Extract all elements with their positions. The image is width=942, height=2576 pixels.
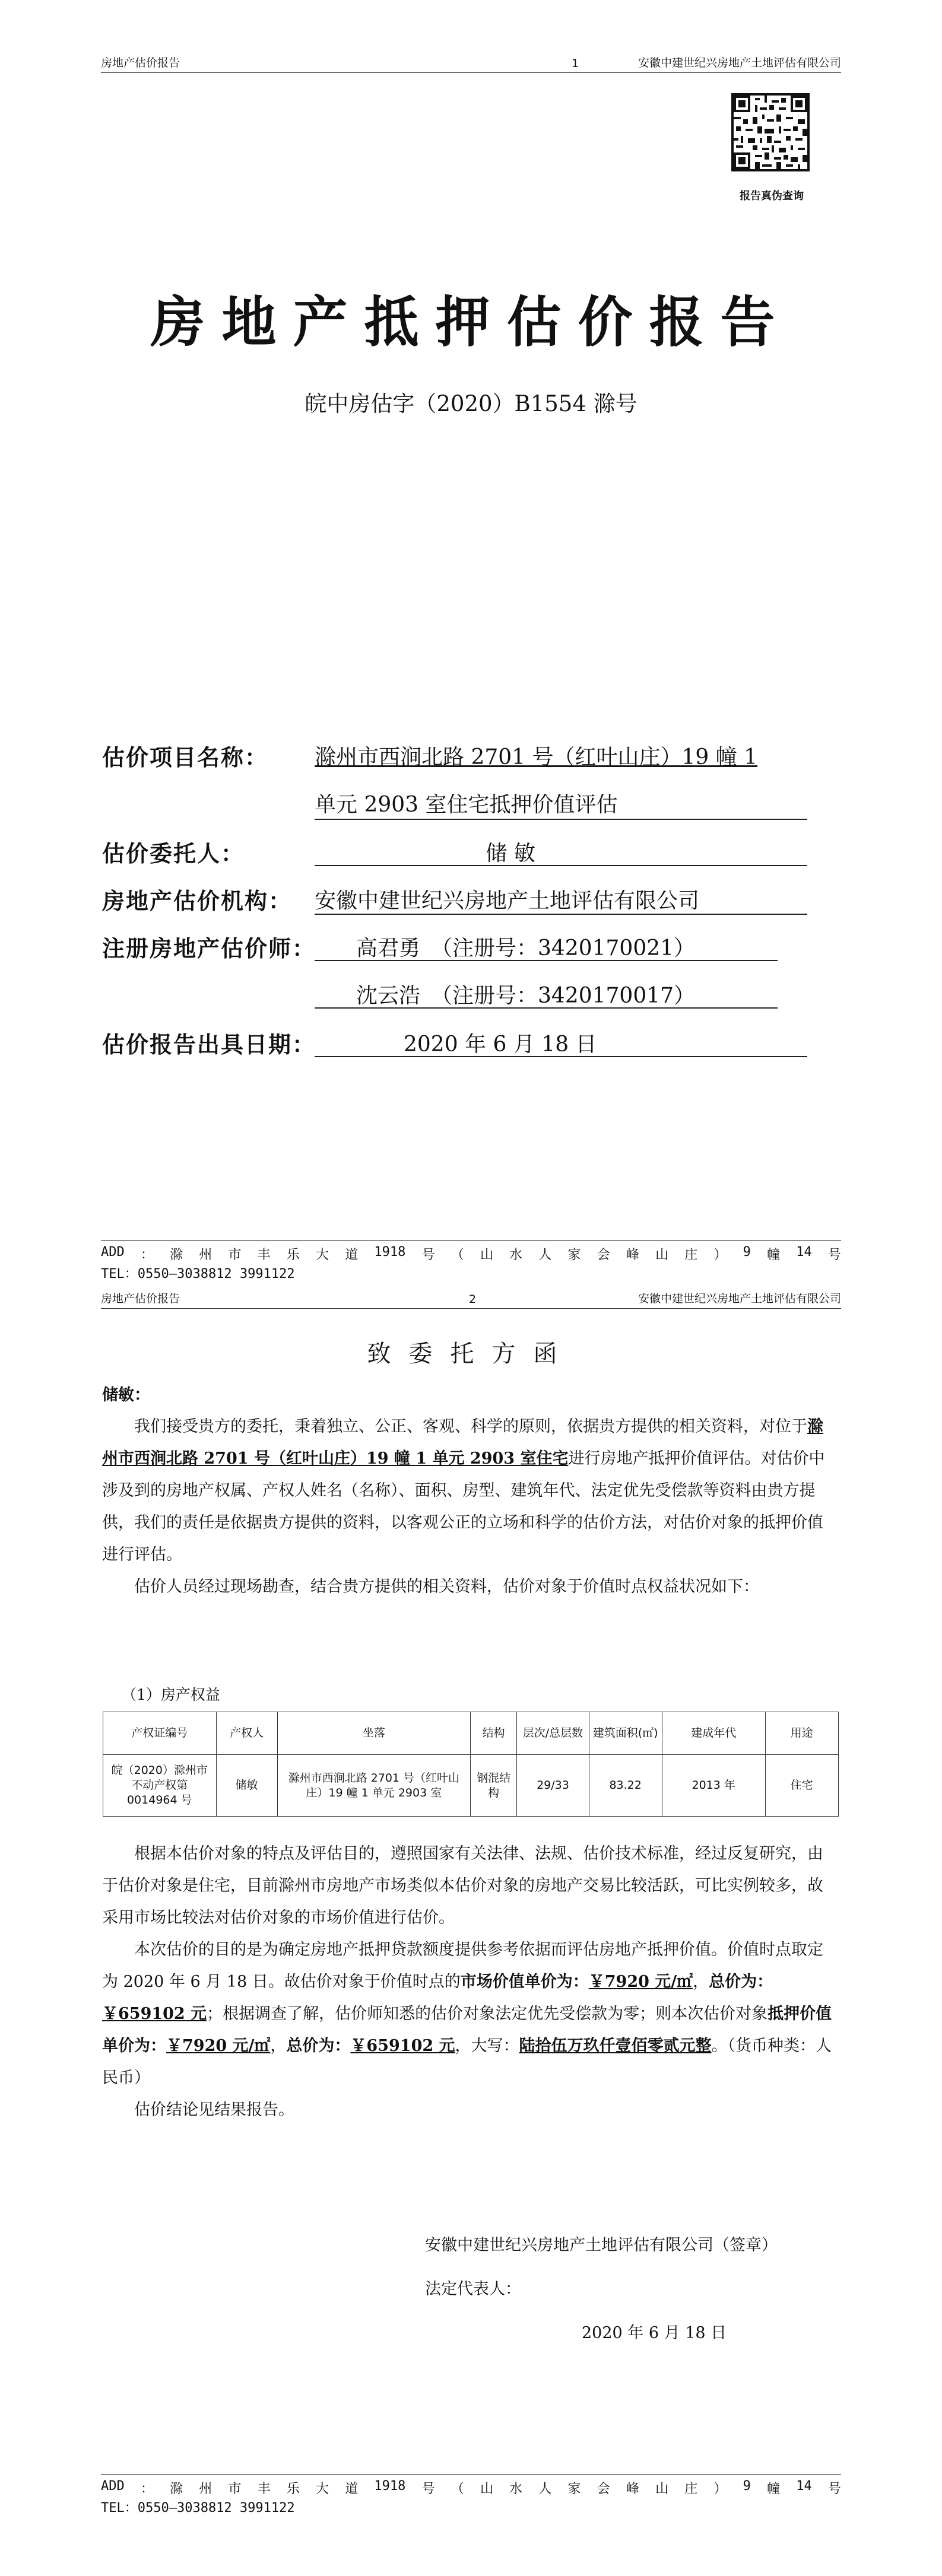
client-value: 储 敏 xyxy=(315,837,807,866)
footer-address-token: 峰 xyxy=(626,2482,639,2497)
footer-address-token: 滁 xyxy=(170,2482,183,2497)
footer-address-token: 峰 xyxy=(626,1248,639,1262)
footer-address-token: 丰 xyxy=(257,1248,271,1262)
signature-company: 安徽中建世纪兴房地产土地评估有限公司（签章） xyxy=(425,2236,778,2254)
td-location: 滁州市西涧北路 2701 号（红叶山庄）19 幢 1 单元 2903 室 xyxy=(277,1755,470,1817)
footer-address-token: 市 xyxy=(228,1248,242,1262)
project-name-label: 估价项目名称： xyxy=(102,745,269,771)
appraiser-label: 注册房地产估价师： xyxy=(102,936,316,962)
td-cert-no: 皖（2020）滁州市不动产权第 0014964 号 xyxy=(103,1755,217,1817)
project-name-line2: 单元 2903 室住宅抵押价值评估 xyxy=(315,788,807,820)
header-left: 房地产估价报告 xyxy=(101,1292,180,1305)
page-1-header xyxy=(101,55,841,73)
footer-address-token: 庄 xyxy=(684,2482,698,2497)
report-date-value: 2020 年 6 月 18 日 xyxy=(315,1028,807,1057)
th-area: 建筑面积(㎡) xyxy=(589,1712,662,1755)
footer-address-token: ： xyxy=(140,1248,154,1262)
agency-label: 房地产估价机构： xyxy=(102,888,293,914)
th-owner: 产权人 xyxy=(216,1712,277,1755)
footer-address-token: （ xyxy=(451,1248,464,1262)
header-page-number: 2 xyxy=(469,1293,477,1306)
table-caption: （1）房产权益 xyxy=(122,1686,220,1703)
footer-address-token: 14 xyxy=(796,2479,812,2494)
footer-address-token: 1918 xyxy=(374,2479,406,2494)
footer-address-token: 人 xyxy=(538,1248,552,1262)
footer-address-token: 山 xyxy=(480,1248,493,1262)
paragraph-5: 估价结论见结果报告。 xyxy=(134,2101,294,2119)
footer-address-token: 乐 xyxy=(286,1248,300,1262)
table-header-row xyxy=(103,1712,839,1755)
footer-address-token: 水 xyxy=(509,1248,523,1262)
footer-address-token: 庄 xyxy=(684,1248,698,1262)
paragraph-1: 我们接受贵方的委托，秉着独立、公正、客观、科学的原则，依据贵方提供的相关资料，对位于滁州市西涧北路 2701 号（红叶山庄）19 幢 1 单元 2903 室住宅进行房地产抵押价值评估。对估价中涉及到的房地产权属、产权人姓名（名称）、面积、房型、建筑年代、法定优先受偿款等资料由贵方提供，我们的责任是依据贵方提供的资料，以客观公正的立场和科学的估价方法，对估价对象的抵押价值进行评估。 xyxy=(102,1417,825,1564)
header-right: 安徽中建世纪兴房地产土地评估有限公司 xyxy=(637,56,841,69)
footer-address-token: 道 xyxy=(345,2482,359,2497)
footer-address-token: ） xyxy=(713,1248,727,1262)
th-structure: 结构 xyxy=(470,1712,516,1755)
th-location: 坐落 xyxy=(277,1712,470,1755)
table-row xyxy=(103,1755,839,1817)
footer-address-token: 州 xyxy=(199,2482,212,2497)
salutation: 储敏： xyxy=(102,1386,150,1404)
signature-representative: 法定代表人： xyxy=(425,2280,521,2298)
footer-address-token: 号 xyxy=(421,2482,435,2497)
footer-address-token: 号 xyxy=(827,1248,841,1262)
footer-address-token: ADD xyxy=(101,1245,125,1260)
qr-verify-label: 报告真伪查询 xyxy=(740,190,804,202)
footer-address-token: 14 xyxy=(796,1245,812,1260)
th-use: 用途 xyxy=(765,1712,838,1755)
appraiser-2: 沈云浩 （注册号：3420170017） xyxy=(315,979,778,1009)
footer-address-token: ： xyxy=(140,2482,154,2497)
td-owner: 储敏 xyxy=(216,1755,277,1817)
property-rights-table xyxy=(103,1712,839,1817)
footer-address-token: 大 xyxy=(316,2482,329,2497)
footer-address-token: 幢 xyxy=(767,1248,781,1262)
th-cert-no: 产权证编号 xyxy=(103,1712,217,1755)
footer-address-token: 丰 xyxy=(257,2482,271,2497)
page-1-footer-address xyxy=(101,1245,841,1263)
page-2-footer-address xyxy=(101,2479,841,2497)
report-title: 房地产抵押估价报告 xyxy=(150,291,792,354)
footer-address-token: 道 xyxy=(345,1248,359,1262)
td-floor: 29/33 xyxy=(517,1755,589,1817)
footer-address-token: 9 xyxy=(743,1245,751,1260)
td-structure: 钢混结构 xyxy=(470,1755,516,1817)
footer-address-token: 号 xyxy=(827,2482,841,2497)
paragraph-2: 估价人员经过现场勘查，结合贵方提供的相关资料，估价对象于价值时点权益状况如下： xyxy=(134,1578,759,1596)
header-left: 房地产估价报告 xyxy=(101,56,180,69)
footer-address-token: （ xyxy=(451,2482,464,2497)
footer-address-token: 乐 xyxy=(286,2482,300,2497)
footer-address-token: 山 xyxy=(655,2482,669,2497)
footer-address-token: ADD xyxy=(101,2479,125,2494)
footer-address-token: 水 xyxy=(509,2482,523,2497)
agency-value: 安徽中建世纪兴房地产土地评估有限公司 xyxy=(315,884,807,915)
footer-address-token: 山 xyxy=(480,2482,493,2497)
page-2-header xyxy=(101,1290,841,1309)
page-1-footer-rule xyxy=(101,1240,841,1241)
qr-code-icon[interactable] xyxy=(731,93,810,171)
footer-address-token: 9 xyxy=(743,2479,751,2494)
paragraph-3: 根据本估价对象的特点及评估目的，遵照国家有关法律、法规、估价技术标准，经过反复研究，由于估价对象是住宅，目前滁州市房地产市场类似本估价对象的房地产交易比较活跃，可比实例较多，故采用市场比较法对估价对象的市场价值进行估价。 xyxy=(102,1844,823,1927)
td-area: 83.22 xyxy=(589,1755,662,1817)
footer-address-token: 家 xyxy=(567,2482,581,2497)
letter-body-part2 xyxy=(102,1838,838,2126)
signature-date: 2020 年 6 月 18 日 xyxy=(582,2324,727,2342)
footer-address-token: 市 xyxy=(228,2482,242,2497)
th-year: 建成年代 xyxy=(662,1712,765,1755)
header-page-number: 1 xyxy=(572,57,579,70)
letter-title: 致委托方函 xyxy=(367,1340,575,1367)
th-floor: 层次/总层数 xyxy=(517,1712,589,1755)
td-year: 2013 年 xyxy=(662,1755,765,1817)
footer-address-token: 州 xyxy=(199,1248,212,1262)
client-label: 估价委托人： xyxy=(102,841,245,867)
footer-address-token: ） xyxy=(713,2482,727,2497)
letter-body-part1 xyxy=(102,1411,838,1603)
footer-address-token: 大 xyxy=(316,1248,329,1262)
header-right: 安徽中建世纪兴房地产土地评估有限公司 xyxy=(637,1292,841,1305)
footer-address-token: 会 xyxy=(597,1248,610,1262)
project-name-line1: 滁州市西涧北路 2701 号（红叶山庄）19 幢 1 xyxy=(315,745,758,769)
footer-address-token: 滁 xyxy=(170,1248,183,1262)
report-number: 皖中房估字（2020）B1554 滁号 xyxy=(305,391,637,416)
report-date-label: 估价报告出具日期： xyxy=(102,1032,316,1058)
footer-address-token: 幢 xyxy=(767,2482,781,2497)
td-use: 住宅 xyxy=(765,1755,838,1817)
page-1-footer-tel: TEL：0550—3038812 3991122 xyxy=(101,1267,295,1281)
paragraph-4: 本次估价的目的是为确定房地产抵押贷款额度提供参考依据而评估房地产抵押价值。价值时点取定为 2020 年 6 月 18 日。故估价对象于价值时点的市场价值单价为：￥7920 元/㎡，总价为：￥659102 元；根据调查了解，估价师知悉的估价对象法定优先受偿款为零；则本次估价对象抵押价值单价为：￥7920 元/㎡，总价为：￥659102 元，大写：陆拾伍万玖仟壹佰零贰元整。（货币种类：人民币） xyxy=(102,1941,832,2087)
footer-address-token: 山 xyxy=(655,1248,669,1262)
page-2-footer-tel: TEL：0550—3038812 3991122 xyxy=(101,2501,295,2515)
footer-address-token: 1918 xyxy=(374,1245,406,1260)
page-2-footer-rule xyxy=(101,2474,841,2475)
footer-address-token: 家 xyxy=(567,1248,581,1262)
footer-address-token: 号 xyxy=(421,1248,435,1262)
footer-address-token: 人 xyxy=(538,2482,552,2497)
appraiser-1: 高君勇 （注册号：3420170021） xyxy=(315,931,778,961)
footer-address-token: 会 xyxy=(597,2482,610,2497)
